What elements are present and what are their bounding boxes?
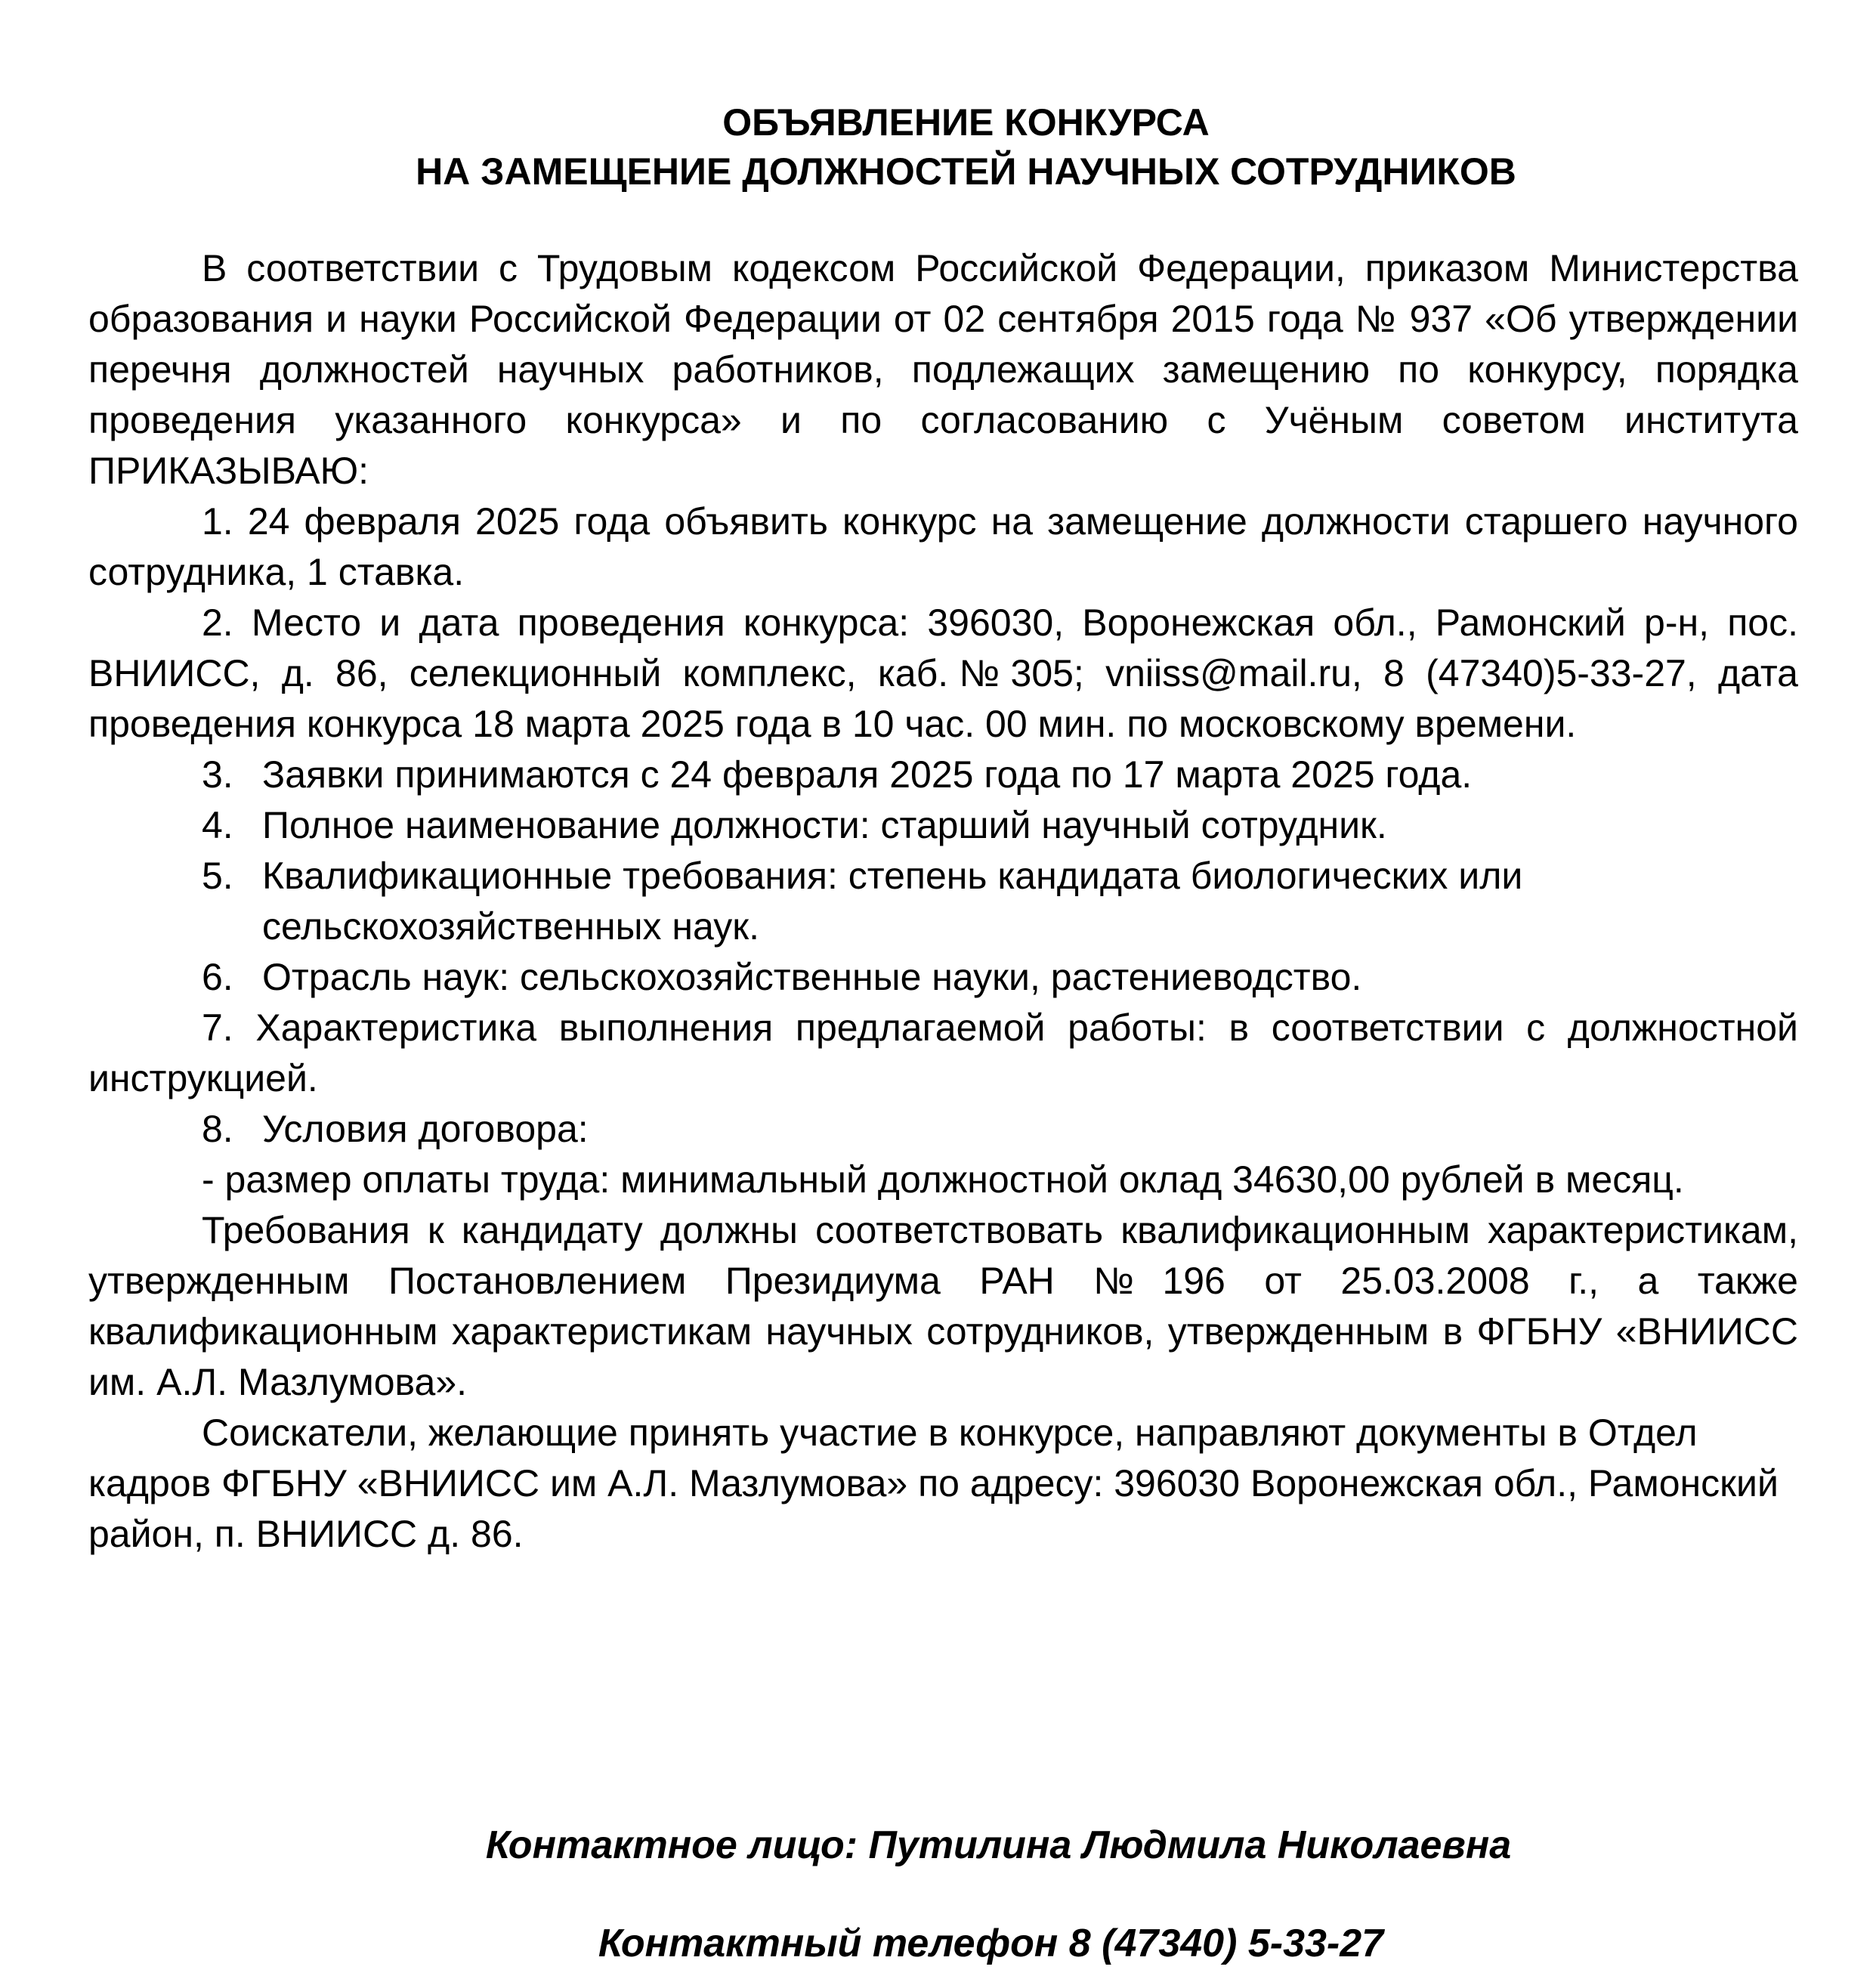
title-line-1: ОБЪЯВЛЕНИЕ КОНКУРСА (722, 101, 1210, 144)
list-item-2 (88, 598, 1798, 750)
list-item-number: 2. (202, 601, 233, 644)
salary-paragraph: - размер оплаты труда: минимальный должностной оклад 34630,00 рублей в месяц. (202, 1158, 1684, 1201)
intro-paragraph: В соответствии с Трудовым кодексом Российской Федерации, приказом Министерства образования и науки Российской Федерации от 02 сентября 2015 года № 937 «Об утверждении перечня должностей научных работников, подлежащих замещению по конкурсу, порядка проведения указанного конкурса» и по согласованию с Учёным советом института ПРИКАЗЫВАЮ: (88, 247, 1798, 492)
list-item-text: Место и дата проведения конкурса: 396030, Воронежская обл., Рамонский р-н, пос. ВНИИСС, д. 86, селекционный комплекс, каб.№305; vniiss@mail.ru, 8 (47340)5-33-27, дата проведения конкурса 18 марта 2025 года в 10 час. 00 мин. по московскому времени. (88, 601, 1798, 745)
title-line-2: НА ЗАМЕЩЕНИЕ ДОЛЖНОСТЕЙ НАУЧНЫХ СОТРУДНИКОВ (416, 150, 1516, 193)
list-item-6 (88, 952, 1798, 1003)
list-item-text: Отрасль наук: сельскохозяйственные науки, растениеводство. (262, 956, 1362, 998)
list-item-number: 5. (202, 855, 233, 897)
list-item-number: 3. (202, 753, 233, 796)
list-item-7 (88, 1003, 1798, 1104)
list-item-number: 7. (202, 1007, 233, 1049)
document-body (88, 243, 1798, 1560)
list-item-1 (88, 496, 1798, 598)
list-item-8 (88, 1104, 1798, 1155)
contact-person: Контактное лицо: Путилина Людмила Николаевна (485, 1823, 1512, 1867)
list-item-number: 6. (202, 956, 233, 998)
applicants-paragraph: Соискатели, желающие принять участие в конкурсе, направляют документы в Отдел кадров ФГБНУ «ВНИИСС им А.Л. Мазлумова» по адресу: 396030 Воронежская обл., Рамонский район, п. ВНИИСС д. 86. (88, 1412, 1779, 1555)
list-item-number: 8. (202, 1108, 233, 1150)
list-item-number: 4. (202, 804, 233, 846)
list-item-text: Полное наименование должности: старший научный сотрудник. (262, 804, 1387, 846)
contact-phone: Контактный телефон 8 (47340) 5-33-27 (598, 1922, 1384, 1965)
list-item-text: Квалификационные требования: степень кандидата биологических или сельскохозяйственных наук. (262, 855, 1523, 948)
list-item-text: 24 февраля 2025 года объявить конкурс на замещение должности старшего научного сотрудника, 1 ставка. (88, 500, 1798, 593)
list-item-text: Условия договора: (262, 1108, 589, 1150)
list-item-3 (88, 750, 1798, 800)
list-item-text: Характеристика выполнения предлагаемой работы: в соответствии с должностной инструкцией. (88, 1007, 1798, 1099)
list-item-number: 1. (202, 500, 233, 543)
list-item-text: Заявки принимаются с 24 февраля 2025 года по 17 марта 2025 года. (262, 753, 1473, 796)
requirements-paragraph: Требования к кандидату должны соответствовать квалификационным характеристикам, утвержденным Постановлением Президиума РАН №196 от 25.03.2008 г., а также квалификационным характеристикам научных сотрудников, утвержденным в ФГБНУ «ВНИИСС им. А.Л. Мазлумова». (88, 1209, 1798, 1403)
list-item-5 (88, 851, 1798, 952)
list-item-4 (88, 800, 1798, 851)
document-page (88, 98, 1798, 1560)
page-title (88, 98, 1798, 196)
